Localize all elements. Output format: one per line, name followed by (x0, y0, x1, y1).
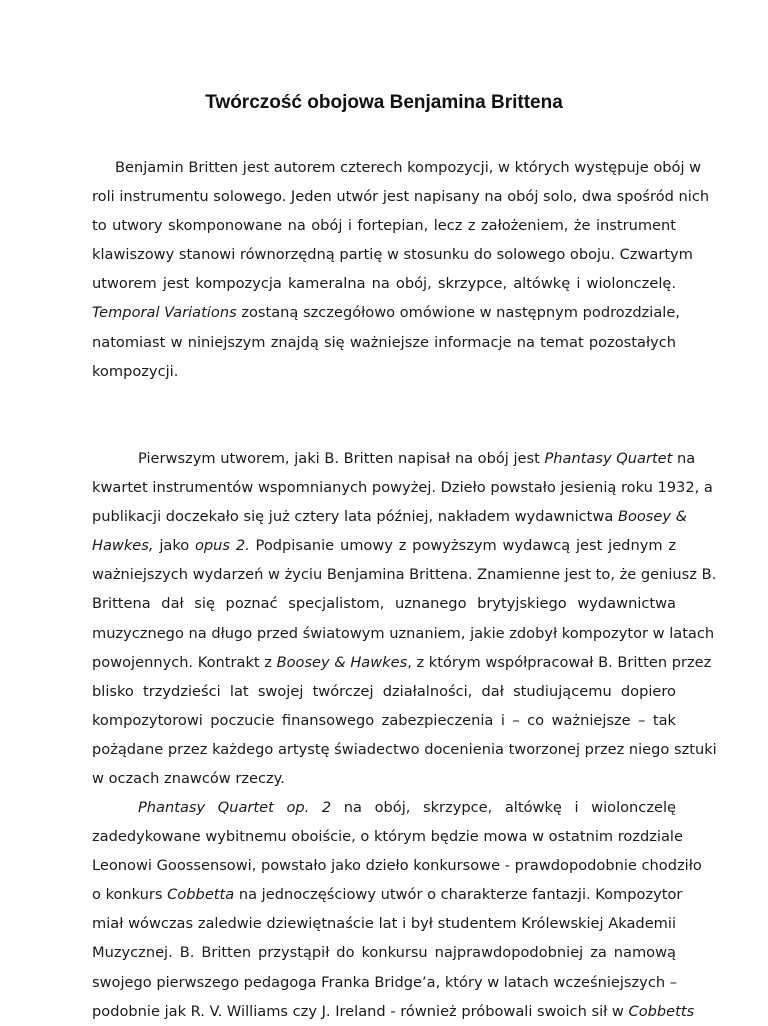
text-line: publikacji doczekało się już cztery lata później, nakładem wydawnictwa Boosey & (92, 508, 688, 526)
text-line: miał wówczas zaledwie dziewiętnaście lat i był studentem Królewskiej Akademii (92, 915, 676, 933)
document-title: Twórczość obojowa Benjamina Brittena (205, 92, 563, 113)
text-line: Phantasy Quartet op. 2 na obój, skrzypce, altówkę i wiolonczelę (138, 799, 676, 816)
text-line: kwartet instrumentów wspomnianych powyżej. Dzieło powstało jesienią roku 1932, a (92, 479, 713, 497)
text-line: kompozycji. (92, 362, 179, 380)
text-line: klawiszowy stanowi równorzędną partię w stosunku do solowego oboju. Czwartym (92, 246, 693, 264)
text-line: swojego pierwszego pedagoga Franka Bridge’a, który w latach wcześniejszych – (92, 973, 678, 991)
text-line: Leonowi Goossensowi, powstało jako dzieło konkursowe - prawdopodobnie chodziło (92, 857, 702, 875)
competition-name: Cobbetts (628, 1002, 695, 1020)
text-line: muzycznego na długo przed światowym uznaniem, jakie zdobył kompozytor w latach (92, 624, 715, 642)
paragraph-intro (92, 153, 710, 386)
text-line: kompozytorowi poczucie finansowego zabezpieczenia i – co ważniejsze – tak (92, 711, 676, 729)
text-line: powojennych. Kontrakt z Boosey & Hawkes, z którym współpracował B. Britten przez (92, 653, 712, 671)
competition-name: Cobbetta (167, 886, 235, 904)
paragraph-phantasy-quartet (92, 444, 717, 793)
text-line: Temporal Variations zostaną szczegółowo omówione w następnym podrozdziale, (92, 304, 680, 322)
text-line: Benjamin Britten jest autorem czterech kompozycji, w których występuje obój w (115, 159, 702, 176)
text-line: podobnie jak R. V. Williams czy J. Ireland - również próbowali swoich sił w Cobbetts (92, 1002, 695, 1020)
paragraph-competition (92, 793, 702, 1026)
text-line: Brittena dał się poznać specjalistom, uznanego brytyjskiego wydawnictwa (92, 595, 676, 613)
text-line: natomiast w niniejszym znajdą się ważniejsze informacje na temat pozostałych (92, 333, 676, 351)
text-line: ważniejszych wydarzeń w życiu Benjamina Brittena. Znamienne jest to, że geniusz B. (92, 566, 717, 584)
work-title: Temporal Variations (92, 304, 237, 322)
work-title: Phantasy Quartet op. 2 (138, 799, 332, 816)
text-line: w oczach znawców rzeczy. (92, 770, 285, 788)
text-line: Hawkes, jako opus 2. Podpisanie umowy z powyższym wydawcą jest jednym z (92, 537, 676, 555)
publisher-name: Hawkes, (92, 537, 154, 555)
publisher-name: Boosey & Hawkes (276, 653, 408, 671)
opus-number: opus 2. (194, 537, 250, 555)
text-line: pożądane przez każdego artystę świadectwo docenienia tworzonej przez niego sztuki (92, 740, 717, 758)
work-title: Phantasy Quartet (544, 450, 673, 467)
text-line: to utwory skomponowane na obój i fortepian, lecz z założeniem, że instrument (92, 217, 676, 235)
text-line: blisko trzydzieści lat swojej twórczej działalności, dał studiującemu dopiero (92, 682, 676, 700)
text-line: roli instrumentu solowego. Jeden utwór jest napisany na obój solo, dwa spośród nich (92, 188, 710, 206)
text-line: zadedykowane wybitnemu oboiście, o którym będzie mowa w ostatnim rozdziale (92, 828, 683, 846)
text-line: Muzycznej. B. Britten przystąpił do konkursu najprawdopodobniej za namową (92, 944, 676, 962)
text-line: utworem jest kompozycja kameralna na obój, skrzypce, altówkę i wiolonczelę. (92, 275, 676, 293)
text-line: Pierwszym utworem, jaki B. Britten napisał na obój jest Phantasy Quartet na (138, 450, 696, 467)
publisher-name: Boosey & (617, 508, 688, 526)
text-line: o konkurs Cobbetta na jednoczęściowy utwór o charakterze fantazji. Kompozytor (92, 886, 683, 904)
